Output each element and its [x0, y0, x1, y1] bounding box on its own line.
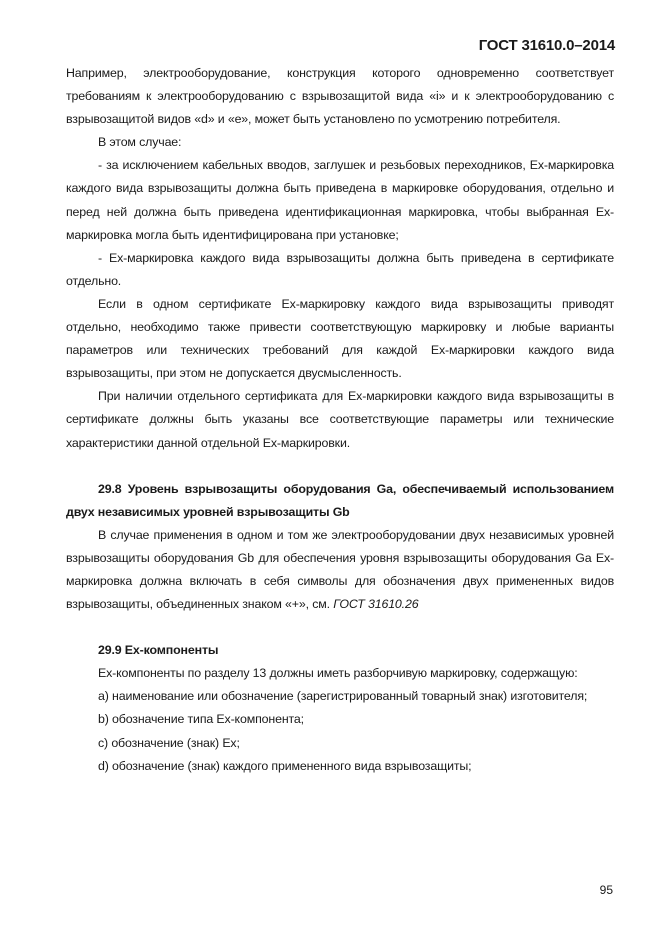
section-heading-29-9: 29.9 Ex-компоненты — [98, 643, 219, 658]
paragraph-bullet-marking: - за исключением кабельных вводов, заглушек и резьбовых переходников, Ex-маркировка каждого вида взрывозащиты должна быть приведена в маркировке оборудования, отдельно и перед ней должна быть приведена идентификационная маркировка, чтобы выбранная Ex-маркировка могла быть идентифицирована при установке; — [66, 158, 614, 242]
gost-reference: ГОСТ 31610.26 — [333, 597, 419, 612]
section-spacer — [66, 455, 614, 478]
section-heading-29-8: 29.8 Уровень взрывозащиты оборудования Ga, обеспечиваемый использованием двух независимых уровней взрывозащиты Gb — [66, 481, 614, 519]
section-29-8-text — [66, 524, 614, 616]
page-body — [66, 62, 614, 778]
section-29-8-body: В случае применения в одном и том же электрооборудовании двух независимых уровней взрывозащиты оборудования Gb для обеспечения уровня взрывозащиты оборудования Ga Ex-маркировка должна включать в себя символы для обозначения двух примененных видов взрывозащиты, объединенных знаком «+», см. — [66, 527, 614, 612]
paragraph-bullet-certificate: - Ex-маркировка каждого вида взрывозащиты должна быть приведена в сертификате отдельно. — [66, 250, 614, 288]
paragraph-example: Например, электрооборудование, конструкция которого одновременно соответствует требованиям к электрооборудованию с взрывозащитой вида «i» и к электрооборудованию с взрывозащитой видов «d» и «e», может быть установлено по усмотрению потребителя. — [66, 66, 614, 127]
list-item-c: c) обозначение (знак) Ex; — [98, 735, 240, 750]
list-item-b: b) обозначение типа Ex-компонента; — [98, 712, 304, 727]
paragraph-in-this-case: В этом случае: — [98, 135, 182, 150]
section-spacer — [66, 616, 614, 639]
paragraph-separate-marking: Если в одном сертификате Ex-маркировку каждого вида взрывозащиты приводят отдельно, необходимо также привести соответствующую маркировку и любые варианты параметров или технических требований для каждой Ex-маркировки каждого вида взрывозащиты, при этом не допускается двусмысленность. — [66, 296, 614, 381]
list-item-d: d) обозначение (знак) каждого примененного вида взрывозащиты; — [98, 758, 472, 773]
section-29-9-intro: Ex-компоненты по разделу 13 должны иметь разборчивую маркировку, содержащую: — [98, 666, 578, 681]
list-item-a: a) наименование или обозначение (зарегистрированный товарный знак) изготовителя; — [98, 689, 588, 704]
paragraph-separate-certificate: При наличии отдельного сертификата для Ex-маркировки каждого вида взрывозащиты в сертификате должны быть указаны все соответствующие параметры или технические характеристики данной отдельной Ex-маркировки. — [66, 389, 614, 450]
document-code-header: ГОСТ 31610.0–2014 — [478, 37, 615, 54]
page-number: 95 — [599, 883, 613, 897]
